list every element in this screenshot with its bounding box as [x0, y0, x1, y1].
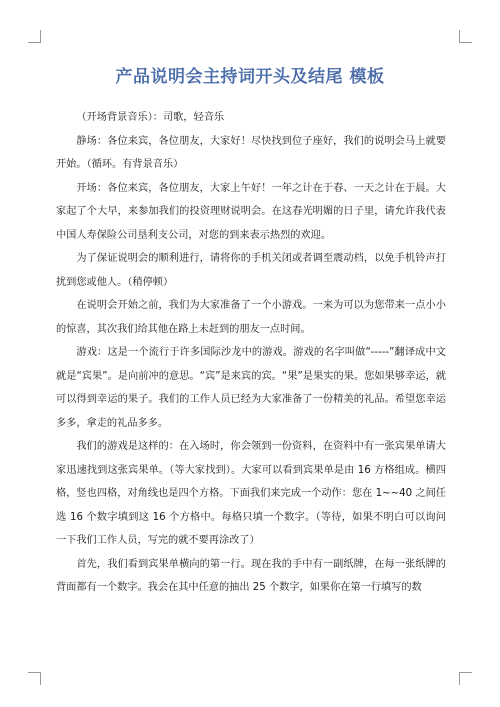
- paragraph: 静场：各位来宾，各位朋友，大家好！尽快找到位子座好，我们的说明会马上就要开始。（循环。有背景音乐）: [56, 135, 446, 170]
- crop-mark-top-left: [28, 30, 41, 43]
- paragraph: 游戏：这是一个流行于许多国际沙龙中的游戏。游戏的名字叫做“-----”翻译成中文就是“宾果”。是向前冲的意思。“宾”是来宾的宾。“果”是果实的果。您如果够幸运，就可以得到幸运的果子。我们的工作人员已经为大家准备了一份精美的礼品。希望您幸运多多，拿走的礼品多多。: [56, 347, 446, 429]
- paragraph: （开场背景音乐）：司歌，轻音乐: [76, 112, 225, 123]
- crop-mark-top-right: [459, 30, 472, 43]
- crop-mark-bottom-right: [459, 672, 472, 685]
- paragraph: 我们的游戏是这样的：在入场时，你会领到一份资料，在资料中有一张宾果单请大家迅速找到这张宾果单。（等大家找到）。大家可以看到宾果单是由 16 方格组成。横四格，竖也四格，对角线也是四个方格。下面我们来完成一个动作：您在 1~~40 之间任选 16 个数字填到这 16 个方格中。每格只填一个数字。（等待，如果不明白可以询问一下我们工作人员，写完的就不要再涂改了）: [56, 441, 446, 546]
- paragraph: 开场：各位来宾，各位朋友，大家上午好！一年之计在于春、一天之计在于晨。大家起了个大早，来参加我们的投资理财说明会。在这春光明媚的日子里，请允许我代表中国人寿保险公司垦利支公司，对您的到来表示热烈的欢迎。: [56, 182, 446, 241]
- document-body: [56, 106, 446, 600]
- paragraph: 在说明会开始之前，我们为大家准备了一个小游戏。一来为可以为您带来一点小小的惊喜，其次我们给其他在路上未赶到的朋友一点时间。: [56, 300, 446, 335]
- paragraph: 为了保证说明会的顺利进行，请将你的手机关闭或者调至震动档，以免手机铃声打扰到您或他人。（稍停顿）: [56, 253, 446, 288]
- paragraph: 首先，我们看到宾果单横向的第一行。现在我的手中有一副纸牌，在每一张纸牌的背面都有一个数字。我会在其中任意的抽出 25 个数字，如果你在第一行填写的数: [56, 558, 446, 593]
- crop-mark-bottom-left: [28, 672, 41, 685]
- document-title: 产品说明会主持词开头及结尾 模板: [115, 67, 385, 87]
